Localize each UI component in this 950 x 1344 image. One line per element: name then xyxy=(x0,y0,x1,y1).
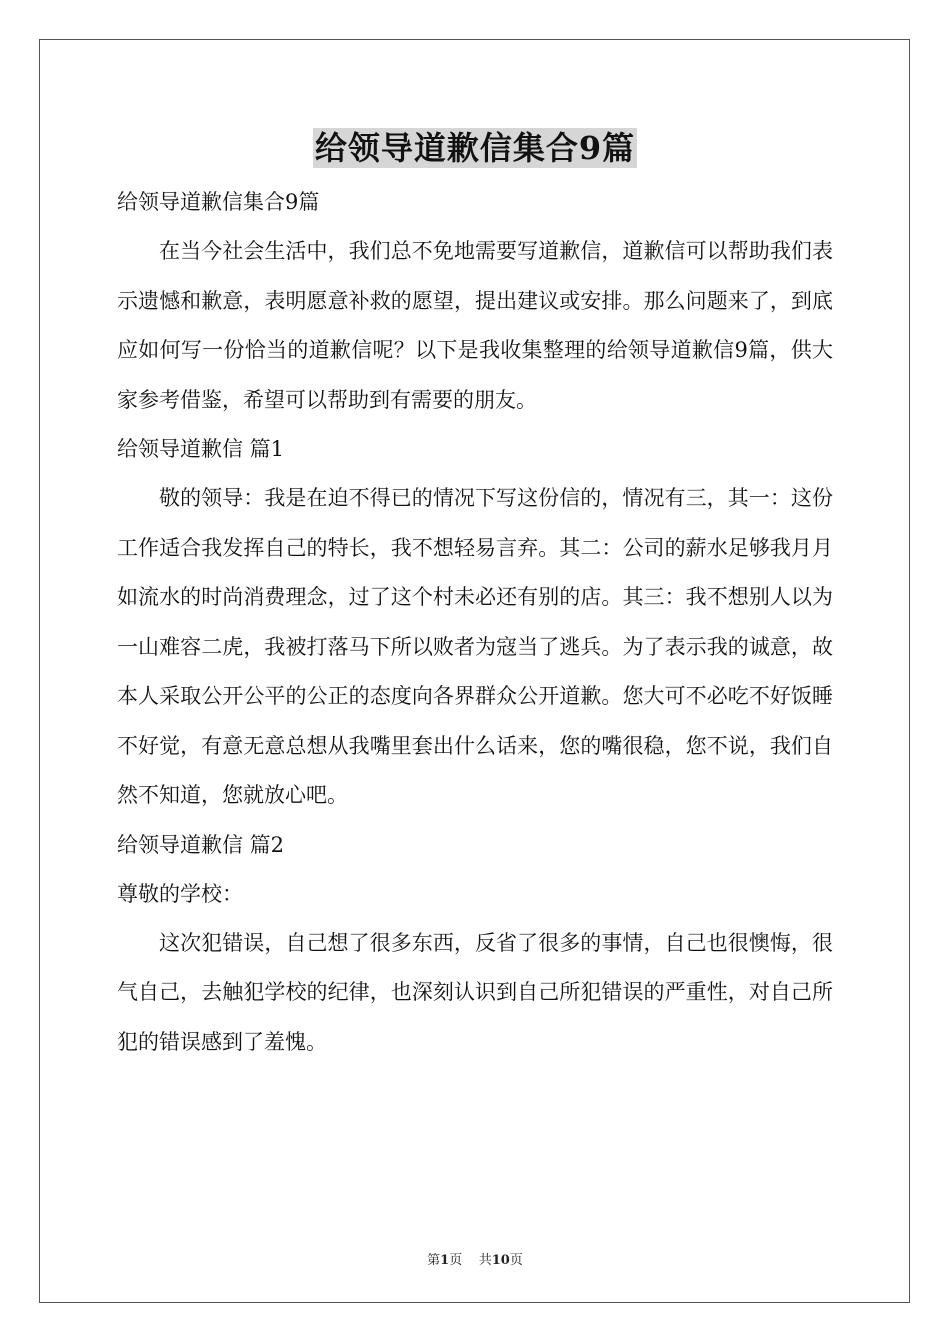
page-prefix: 第 xyxy=(427,1253,441,1268)
total-suffix: 页 xyxy=(509,1253,523,1268)
title-container xyxy=(0,128,950,168)
section-body-1: 敬的领导：我是在迫不得已的情况下写这份信的，情况有三，其一：这份工作适合我发挥自己的特长，我不想轻易言弃。其二：公司的薪水足够我月月如流水的时尚消费理念，过了这个村未必还有别的店。其三：我不想别人以为一山难容二虎，我被打落马下所以败者为寇当了逃兵。为了表示我的诚意，故本人采取公开公平的公正的态度向各界群众公开道歉。您大可不必吃不好饭睡不好觉，有意无意总想从我嘴里套出什么话来，您的嘴很稳，您不说，我们自然不知道，您就放心吧。 xyxy=(117,486,833,807)
salutation: 尊敬的学校： xyxy=(117,881,243,906)
total-prefix: 共 xyxy=(478,1253,492,1268)
document-subtitle: 给领导道歉信集合9篇 xyxy=(117,190,320,214)
section-body-2: 这次犯错误，自己想了很多东西，反省了很多的事情，自己也很懊悔，很气自己，去触犯学校的纪律，也深刻认识到自己所犯错误的严重性，对自己所犯的错误感到了羞愧。 xyxy=(117,930,833,1054)
section-heading-2: 给领导道歉信 篇2 xyxy=(117,832,285,857)
document-body xyxy=(117,178,833,1067)
total-pages: 10 xyxy=(491,1253,510,1268)
page-number: 1 xyxy=(440,1253,450,1268)
section-heading-1: 给领导道歉信 篇1 xyxy=(117,437,285,461)
page-footer xyxy=(0,1249,950,1268)
intro-paragraph: 在当今社会生活中，我们总不免地需要写道歉信，道歉信可以帮助我们表示遗憾和歉意，表明愿意补救的愿望，提出建议或安排。那么问题来了，到底应如何写一份恰当的道歉信呢？以下是我收集整理的给领导道歉信9篇，供大家参考借鉴，希望可以帮助到有需要的朋友。 xyxy=(117,239,833,412)
page-suffix: 页 xyxy=(449,1253,463,1268)
document-title: 给领导道歉信集合9篇 xyxy=(314,129,636,167)
